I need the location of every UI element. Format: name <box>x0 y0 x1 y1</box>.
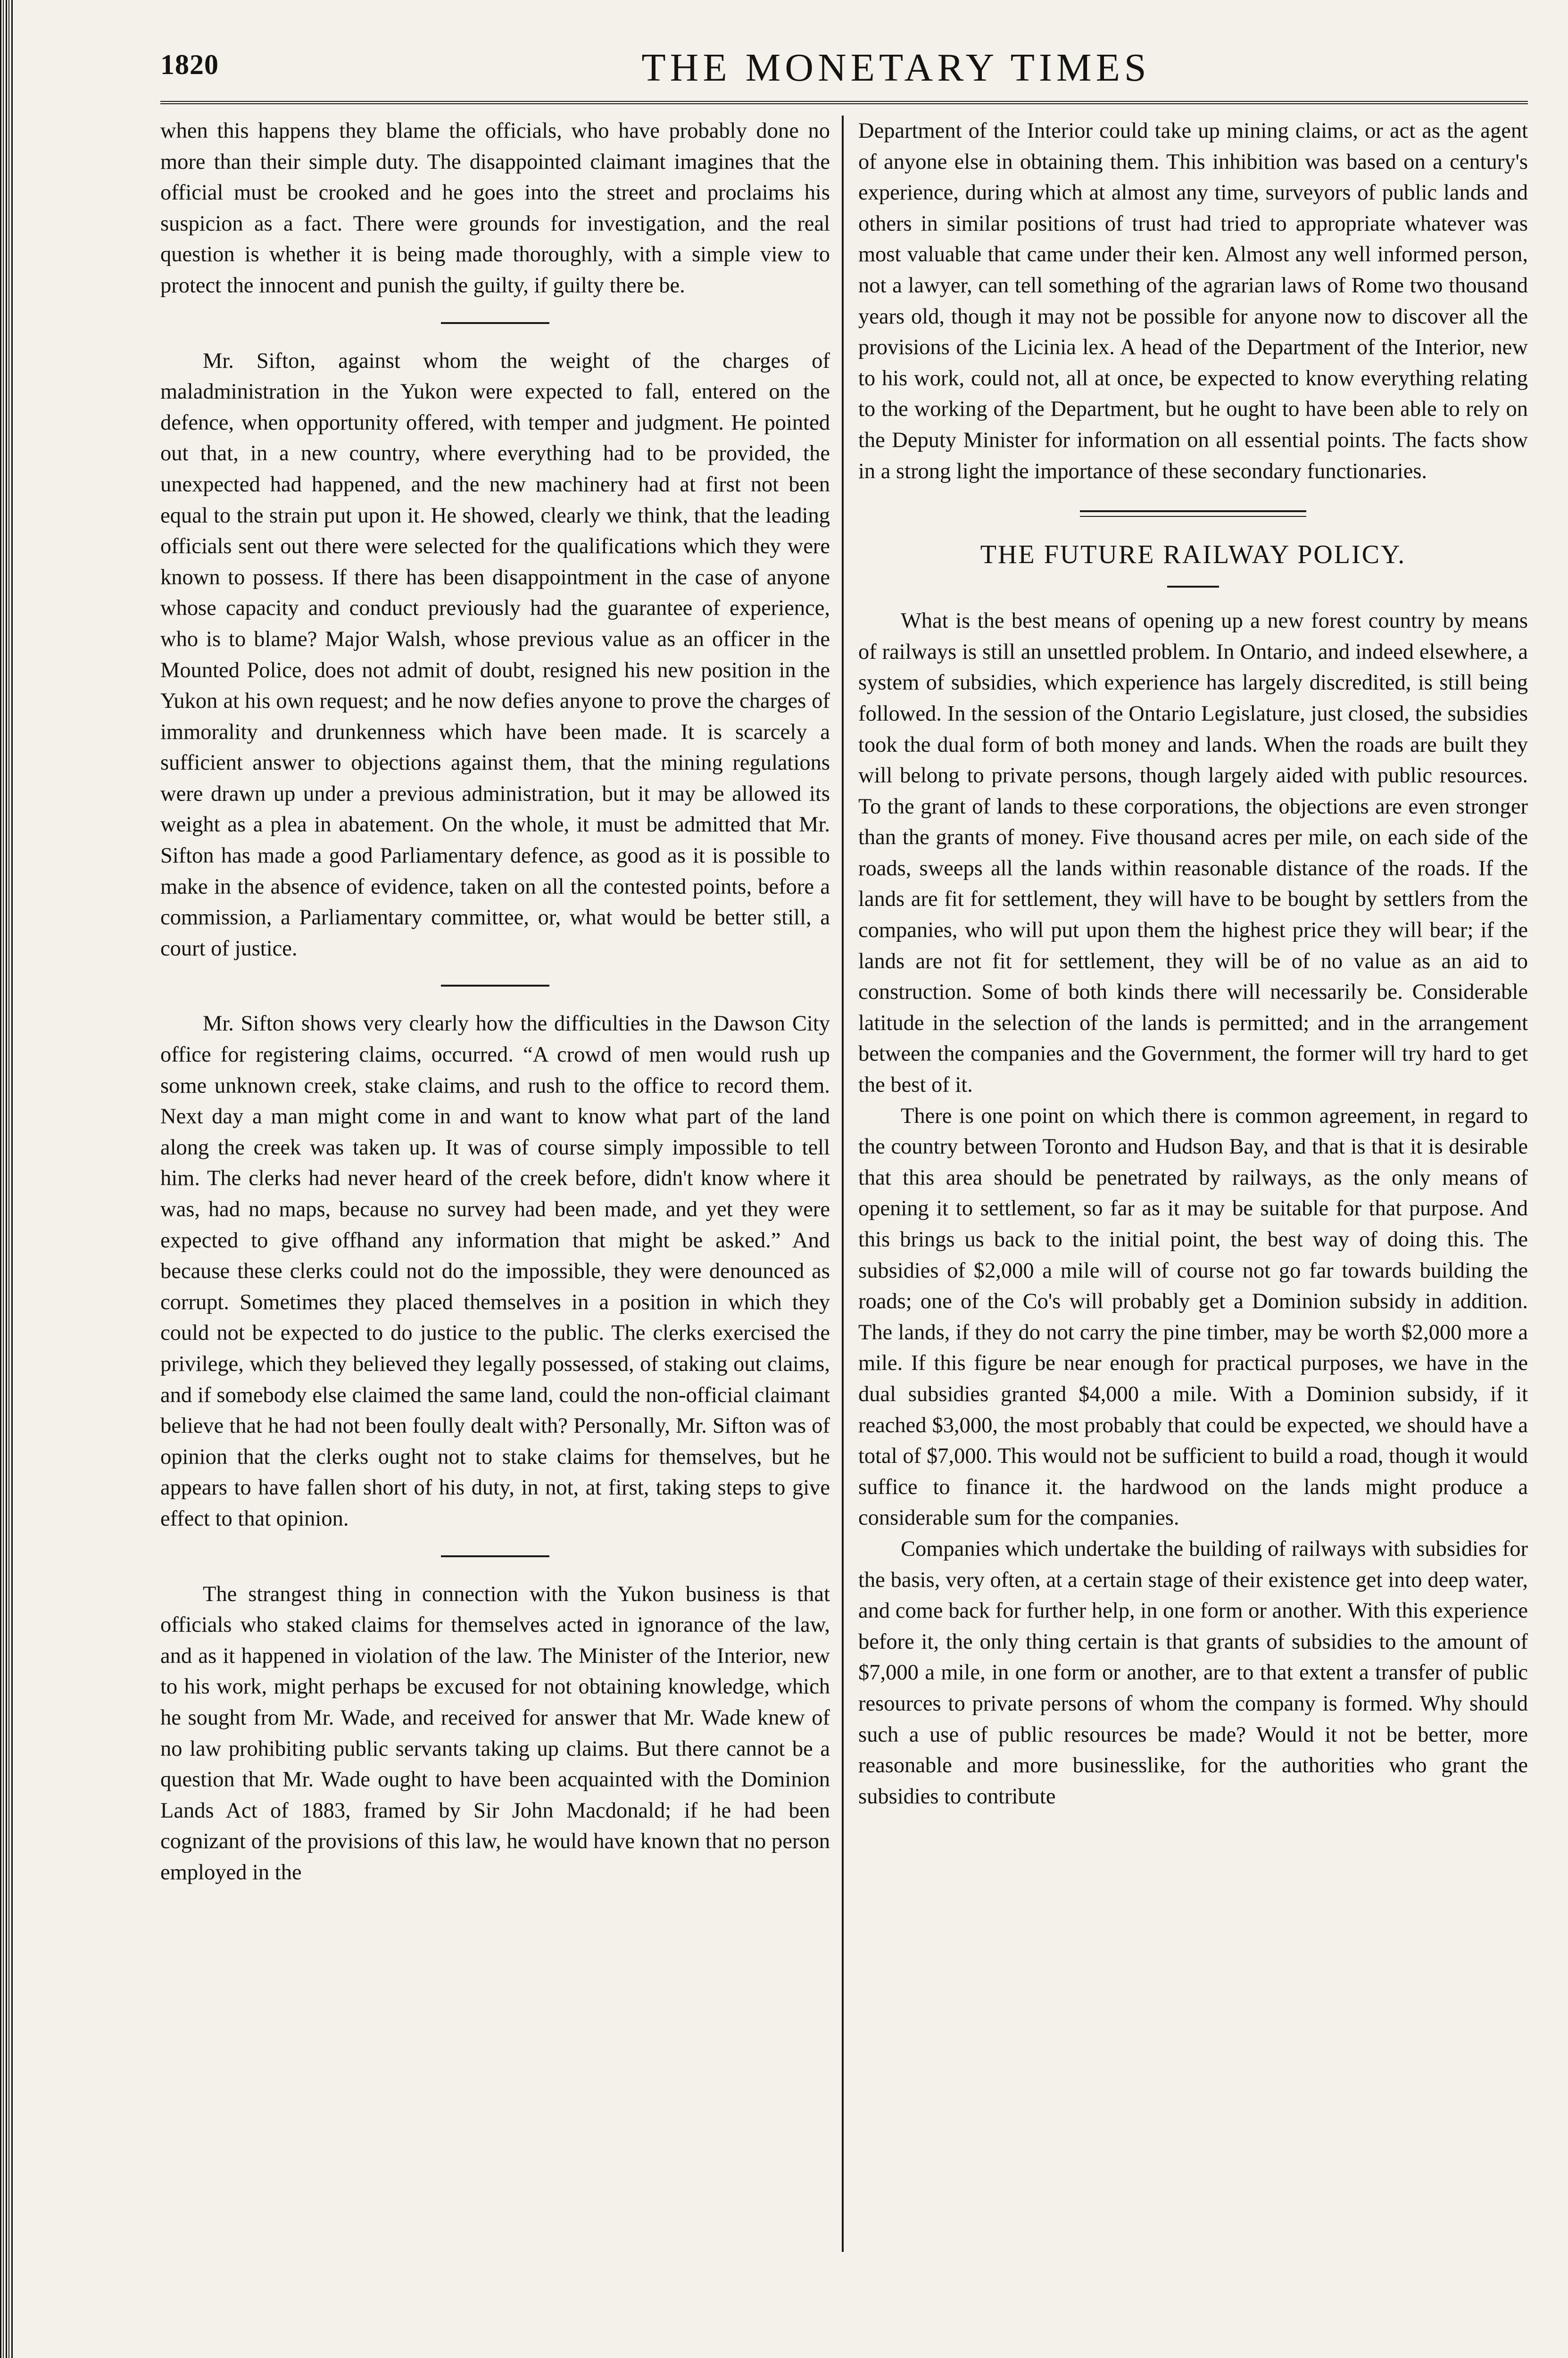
paragraph: Mr. Sifton, against whom the weight of the charges of maladministration in the Yukon were expected to fall, entered on the defence, when opportunity offered, with temper and judgment. He pointed out that, in a new country, where everything had to be provided, the unexpected had happened, and the new machinery had at first not been equal to the strain put upon it. He showed, clearly we think, that the leading officials sent out there were selected for the qualifications which they were known to possess. If there has been disappointment in the case of anyone whose capacity and conduct previously had the guarantee of experience, who is to blame? Major Walsh, whose previous value as an officer in the Mounted Police, does not admit of doubt, resigned his new position in the Yukon at his own request; and he now defies anyone to prove the charges of immorality and drunkenness which have been made. It is scarcely a sufficient answer to objections against them, that the mining regulations were drawn up under a previous administration, but it may be allowed its weight as a plea in abatement. On the whole, it must be admitted that Mr. Sifton has made a good Parliamentary defence, as good as it is possible to make in the absence of evidence, taken on all the contested points, before a commission, a Parliamentary committee, or, what would be better still, a court of justice. <box>160 349 830 961</box>
section-divider <box>441 1555 549 1557</box>
paragraph-continued: Department of the Interior could take up mining claims, or act as the agent of anyone else in obtaining them. This inhibition was based on a century's experience, during which at almost any time, surveyors of public lands and others in similar positions of trust had tried to appropriate whatever was most valuable that came under their ken. Almost any well informed person, not a lawyer, can tell something of the agrarian laws of Rome two thousand years old, though it may not be possible for anyone now to discover all the provisions of the Licinia lex. A head of the Department of the Interior, new to his work, could not, all at once, be expected to know everything relating to the working of the Department, but he ought to have been able to rely on the Deputy Minister for information on all essential points. The facts show in a strong light the importance of these secondary functionaries. <box>858 119 1528 483</box>
section-title: THE FUTURE RAILWAY POLICY. <box>980 540 1406 570</box>
right-column <box>858 116 1528 1812</box>
binding-edge <box>0 0 13 2358</box>
left-column <box>160 116 830 1888</box>
column-divider <box>842 116 844 2252</box>
paragraph: The strangest thing in connection with the Yukon business is that officials who staked claims for themselves acted in ignorance of the law, and as it happened in violation of the law. The Minister of the Interior, new to his work, might perhaps be excused for not obtaining knowledge, which he sought from Mr. Wade, and received for answer that Mr. Wade knew of no law prohibiting public servants taking up claims. But there cannot be a question that Mr. Wade ought to have been acquainted with the Dominion Lands Act of 1883, framed by Sir John Macdonald; if he had been cognizant of the provisions of this law, he would have known that no person employed in the <box>160 1582 830 1885</box>
header-rule <box>160 101 1528 104</box>
paragraph-continued: when this happens they blame the officials, who have probably done no more than their simple duty. The disappointed claimant imagines that the official must be crooked and he goes into the street and proclaims his suspicion as a fact. There were grounds for investigation, and the real question is whether it is being made thoroughly, with a simple view to protect the innocent and punish the guilty, if guilty there be. <box>160 119 830 298</box>
page-header <box>160 45 1528 97</box>
page-number: 1820 <box>160 49 219 80</box>
paragraph: Mr. Sifton shows very clearly how the difficulties in the Dawson City office for registering claims, occurred. “A crowd of men would rush up some unknown creek, stake claims, and rush to the office to record them. Next day a man might come in and want to know what part of the land along the creek was taken up. It was of course simply impossible to tell him. The clerks had never heard of the creek before, didn't know where it was, had no maps, because no survey had been made, and yet they were expected to give offhand any information that might be asked.” And because these clerks could not do the impossible, they were denounced as corrupt. Sometimes they placed themselves in a position in which they could not be expected to do justice to the public. The clerks exercised the privilege, which they believed they legally possessed, of staking out claims, and if somebody else claimed the same land, could the non-official claimant believe that he had not been foully dealt with? Personally, Mr. Sifton was of opinion that the clerks ought not to stake claims for themselves, but he appears to have fallen short of his duty, in not, at first, taking steps to give effect to that opinion. <box>160 1012 830 1531</box>
title-divider <box>1167 586 1219 588</box>
section-heavy-rule <box>1080 510 1306 517</box>
paragraph: What is the best means of opening up a new forest country by means of railways is still an unsettled problem. In Ontario, and indeed elsewhere, a system of subsidies, which experience has largely discredited, is still being followed. In the session of the Ontario Legislature, just closed, the subsidies took the dual form of both money and lands. When the roads are built they will belong to private persons, though largely aided with public resources. To the grant of lands to these corporations, the objections are even stronger than the grants of money. Five thousand acres per mile, on each side of the roads, sweeps all the lands within reasonable distance of the roads. If the lands are fit for settlement, they will have to be bought by settlers from the companies, who will put upon them the highest price they will bear; if the lands are not fit for settlement, they will be of no value as an aid to construction. Some of both kinds there will necessarily be. Considerable latitude in the selection of the lands is permitted; and in the arrangement between the companies and the Government, the former will try hard to get the best of it. <box>858 609 1528 1097</box>
masthead: THE MONETARY TIMES <box>641 46 1151 90</box>
section-divider <box>441 322 549 324</box>
paragraph: Companies which undertake the building of railways with subsidies for the basis, very often, at a certain stage of their existence get into deep water, and come back for further help, in one form or another. With this experience before it, the only thing certain is that grants of subsidies to the amount of $7,000 a mile, in one form or another, are to that extent a transfer of public resources to private persons of whom the company is formed. Why should such a use of public resources be made? Would it not be better, more reasonable and more businesslike, for the authorities who grant the subsidies to contribute <box>858 1536 1528 1809</box>
section-divider <box>441 985 549 987</box>
paragraph: There is one point on which there is common agreement, in regard to the country between Toronto and Hudson Bay, and that is that it is desirable that this area should be penetrated by railways, as the only means of opening it to settlement, so far as it may be suitable for that purpose. And this brings us back to the initial point, the best way of doing this. The subsidies of $2,000 a mile will of course not go far towards building the roads; one of the Co's will probably get a Dominion subsidy in addition. The lands, if they do not carry the pine timber, may be worth $2,000 more a mile. If this figure be near enough for practical purposes, we have in the dual subsidies granted $4,000 a mile. With a Dominion subsidy, if it reached $3,000, the most probably that could be expected, we should have a total of $7,000. This would not be sufficient to build a road, though it would suffice to finance it. the hardwood on the lands might produce a considerable sum for the companies. <box>858 1104 1528 1530</box>
